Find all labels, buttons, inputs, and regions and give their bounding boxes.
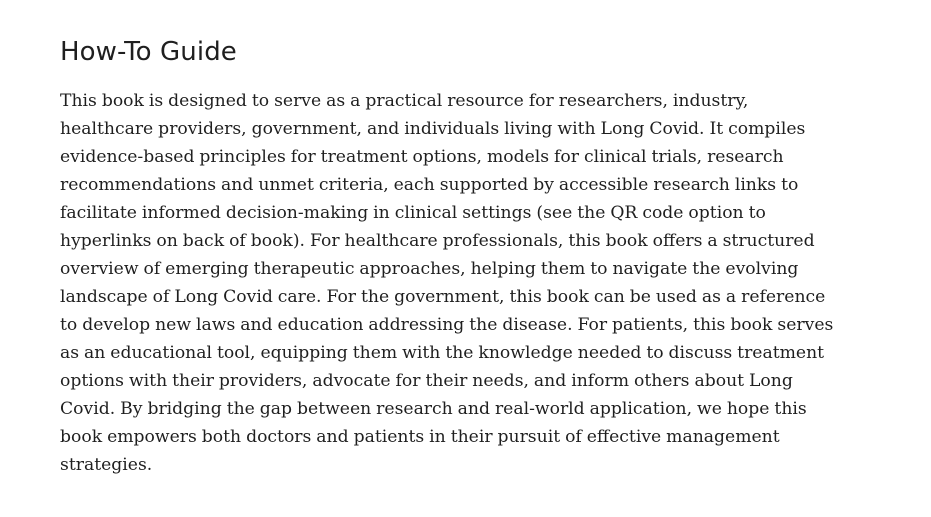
page-title: How-To Guide xyxy=(60,37,237,67)
document-page xyxy=(60,34,890,479)
body-paragraph: This book is designed to serve as a practical resource for researchers, industry, healthcare providers, government, and individuals living with Long Covid. It compiles evidence-based principles for treatment options, models for clinical trials, research recommendations and unmet criteria, each supported by accessible research links to facilitate informed decision-making in clinical settings (see the QR code option to hyperlinks on back of book). For healthcare professionals, this book offers a structured overview of emerging therapeutic approaches, helping them to navigate the evolving landscape of Long Covid care. For the government, this book can be used as a reference to develop new laws and education addressing the disease. For patients, this book serves as an educational tool, equipping them with the knowledge needed to discuss treatment options with their providers, advocate for their needs, and inform others about Long Covid. By bridging the gap between research and real-world application, we hope this book empowers both doctors and patients in their pursuit of effective management strategies. xyxy=(60,91,834,475)
